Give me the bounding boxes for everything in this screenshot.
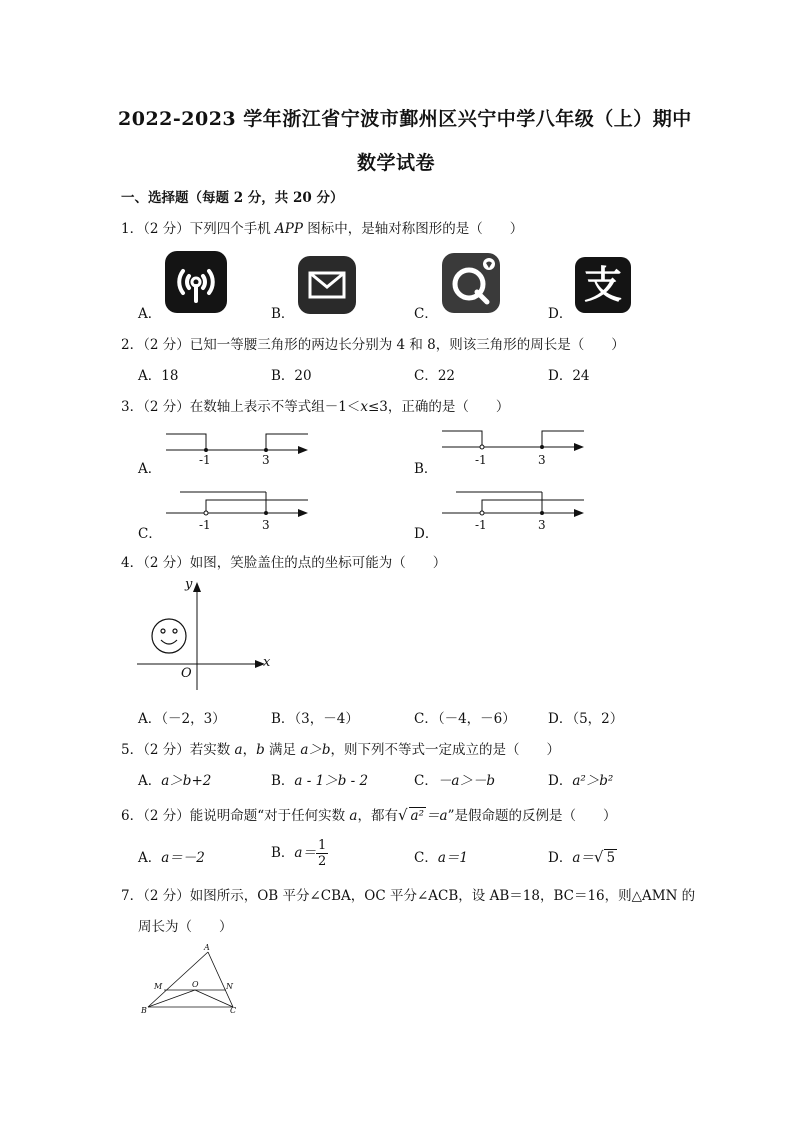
smiley-face-icon — [152, 619, 186, 653]
question-2-stem: 2．（2 分）已知一等腰三角形的两边长分别为 4 和 8，则该三角形的周长是（ ） — [121, 337, 625, 353]
question-3-stem: 3．（2 分）在数轴上表示不等式组－1＜x≤3，正确的是（ ） — [121, 399, 510, 415]
q3b-tick-3: 3 — [538, 453, 546, 467]
number-line-d — [438, 488, 598, 533]
q2-option-c: C．22 — [414, 368, 456, 384]
wifi-key-icon — [165, 251, 227, 313]
point-N-label: N — [226, 982, 233, 991]
q5-option-a: A．a＞b+2 — [138, 773, 212, 789]
q3c-tick-neg1: -1 — [199, 518, 211, 532]
q6-option-b: B．a＝ $\frac{1}{2}$ — [271, 838, 327, 869]
question-1-stem: 1．（2 分）下列四个手机 APP 图标中，是轴对称图形的是（ ） — [121, 221, 524, 237]
sqrt-5: 5 — [606, 850, 616, 866]
q3d-tick-3: 3 — [538, 518, 546, 532]
alipay-char: 支 — [583, 263, 622, 307]
question-7-stem-line1: 7．（2 分）如图所示，OB 平分∠CBA，OC 平分∠ACB，设 AB＝18，BC＝16，则△AMN 的 — [121, 888, 696, 904]
mail-icon — [298, 256, 356, 314]
q4-option-b: B．（3，－4） — [271, 711, 359, 727]
point-O-label: O — [192, 980, 199, 989]
point-B-label: B — [141, 1006, 147, 1015]
q2-option-d: D．24 — [548, 368, 590, 384]
question-4-stem: 4．（2 分）如图，笑脸盖住的点的坐标可能为（ ） — [121, 555, 447, 571]
q2-option-b: B．20 — [271, 368, 312, 384]
q5-option-d: D．a²＞b² — [548, 773, 614, 789]
section-heading: 一、选择题（每题 2 分，共 20 分） — [121, 190, 344, 206]
paper-title-line2: 数学试卷 — [357, 152, 436, 174]
q1-option-b-label: B． — [271, 306, 295, 322]
question-5-stem: 5．（2 分）若实数 a，b 满足 a＞b，则下列不等式一定成立的是（ ） — [121, 742, 561, 758]
q6-option-d: D．a＝√ 5 — [548, 848, 616, 866]
fraction-one-half: $\frac{1}{2}$ — [317, 838, 327, 869]
q6-option-c: C．a＝1 — [414, 850, 468, 866]
q3c-tick-3: 3 — [262, 518, 270, 532]
point-M-label: M — [154, 982, 163, 991]
q5-option-b: B．a - 1＞b - 2 — [271, 773, 369, 789]
q3-option-d-label: D． — [414, 526, 439, 542]
q3-option-a-label: A． — [138, 461, 162, 477]
q1-option-d-label: D． — [548, 306, 573, 322]
alipay-icon — [575, 257, 631, 313]
q1-option-c-label: C． — [414, 306, 438, 322]
q3-option-b-label: B． — [414, 461, 438, 477]
q2-option-a: A．18 — [138, 368, 179, 384]
number-line-b — [438, 425, 598, 470]
q5-option-c: C．－a＞－b — [414, 773, 496, 789]
axis-x-label: x — [263, 655, 271, 670]
q3d-tick-neg1: -1 — [475, 518, 487, 532]
q6-option-a: A．a＝－2 — [138, 850, 205, 866]
q1-option-a-label: A． — [138, 306, 162, 322]
origin-label: O — [181, 666, 192, 681]
number-line-c — [160, 488, 320, 533]
q3a-tick-neg1: -1 — [199, 453, 211, 467]
q4-option-d: D．（5，2） — [548, 711, 624, 727]
question-7-stem-line2: 周长为（ ） — [138, 919, 233, 935]
coordinate-plane — [135, 578, 275, 696]
number-line-a — [160, 428, 320, 473]
q3-option-c-label: C． — [138, 526, 162, 542]
sqrt-a-squared: a² — [410, 808, 425, 824]
axis-y-label: y — [185, 577, 193, 592]
question-6-stem: 6．（2 分）能说明命题“对于任何实数 a，都有√ a² ＝a”是假命题的反例是（ ） — [121, 806, 617, 824]
q4-option-a: A．（－2，3） — [138, 711, 226, 727]
point-C-label: C — [230, 1006, 237, 1015]
q4-option-c: C．（－4，－6） — [414, 711, 516, 727]
q3b-tick-neg1: -1 — [475, 453, 487, 467]
q3a-tick-3: 3 — [262, 453, 270, 467]
point-A-label: A — [204, 943, 210, 952]
search-q-icon — [442, 253, 500, 313]
paper-title-line1: 2022-2023 学年浙江省宁波市鄞州区兴宁中学八年级（上）期中 — [118, 108, 692, 130]
